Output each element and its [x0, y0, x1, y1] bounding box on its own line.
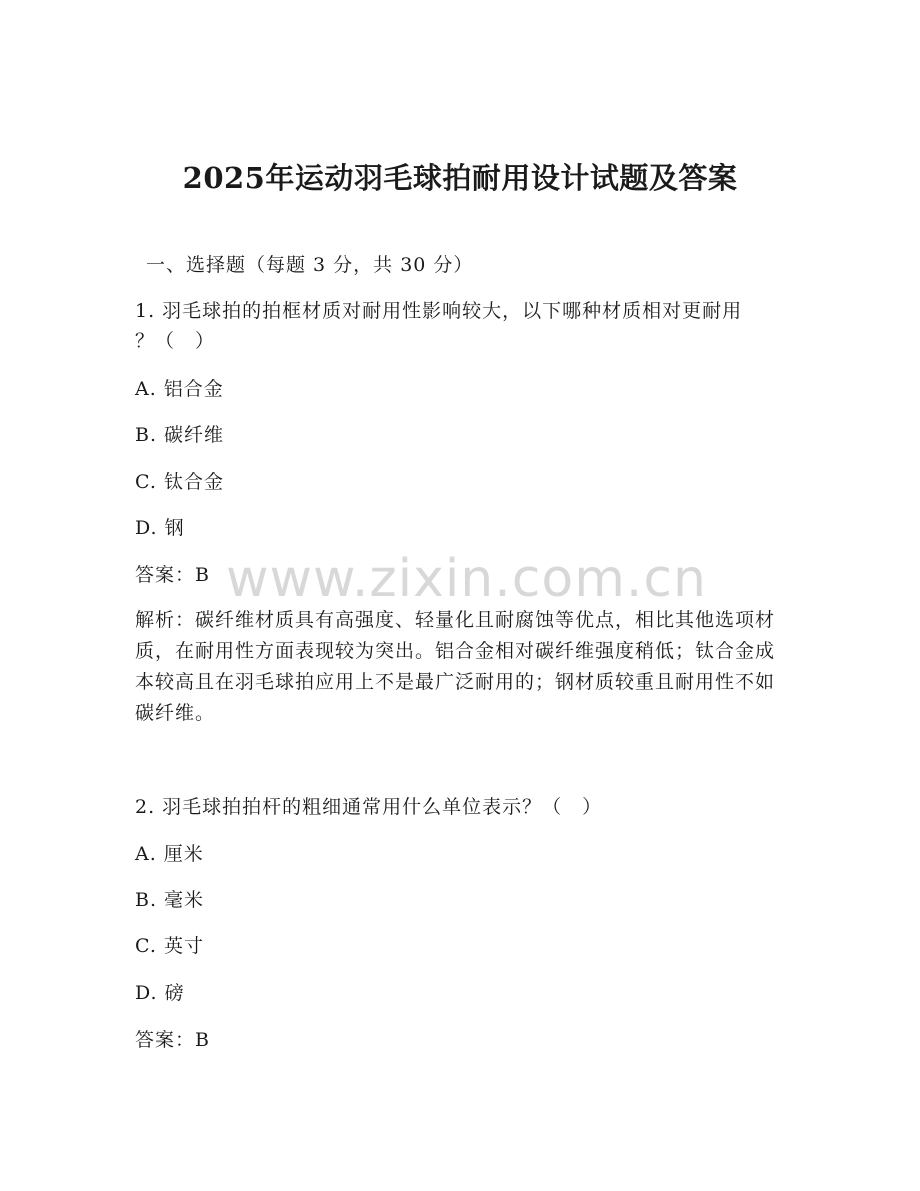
section-heading: 一、选择题（每题 3 分，共 30 分） — [146, 254, 474, 276]
question-1-stem-line-2: ？（ ） — [135, 330, 216, 352]
question-1-option-a: A. 铝合金 — [135, 378, 224, 400]
question-2-option-a: A. 厘米 — [135, 843, 204, 865]
question-1-answer: 答案：B — [135, 564, 210, 586]
question-1-stem-line-1: 1. 羽毛球拍的拍框材质对耐用性影响较大，以下哪种材质相对更耐用 — [135, 300, 743, 322]
question-1-option-b: B. 碳纤维 — [135, 424, 225, 446]
watermark-text: www.zixin.com.cn — [226, 549, 707, 609]
question-2-option-c: C. 英寸 — [135, 935, 204, 957]
question-1-option-c: C. 钛合金 — [135, 471, 224, 493]
page-title: 2025年运动羽毛球拍耐用设计试题及答案 — [182, 161, 738, 195]
question-2-option-b: B. 毫米 — [135, 889, 205, 911]
question-1-analysis: 解析：碳纤维材质具有高强度、轻量化且耐腐蚀等优点，相比其他选项材质，在耐用性方面表现较为突出。铝合金相对碳纤维强度稍低；钛合金成本较高且在羽毛球拍应用上不是最广泛耐用的；钢材质较重且耐用性不如碳纤维。 — [135, 609, 776, 724]
question-2-answer: 答案：B — [135, 1029, 210, 1051]
question-1-option-d: D. 钢 — [135, 517, 185, 539]
question-2-stem: 2. 羽毛球拍拍杆的粗细通常用什么单位表示？（ ） — [135, 796, 603, 818]
question-2-option-d: D. 磅 — [135, 982, 185, 1004]
